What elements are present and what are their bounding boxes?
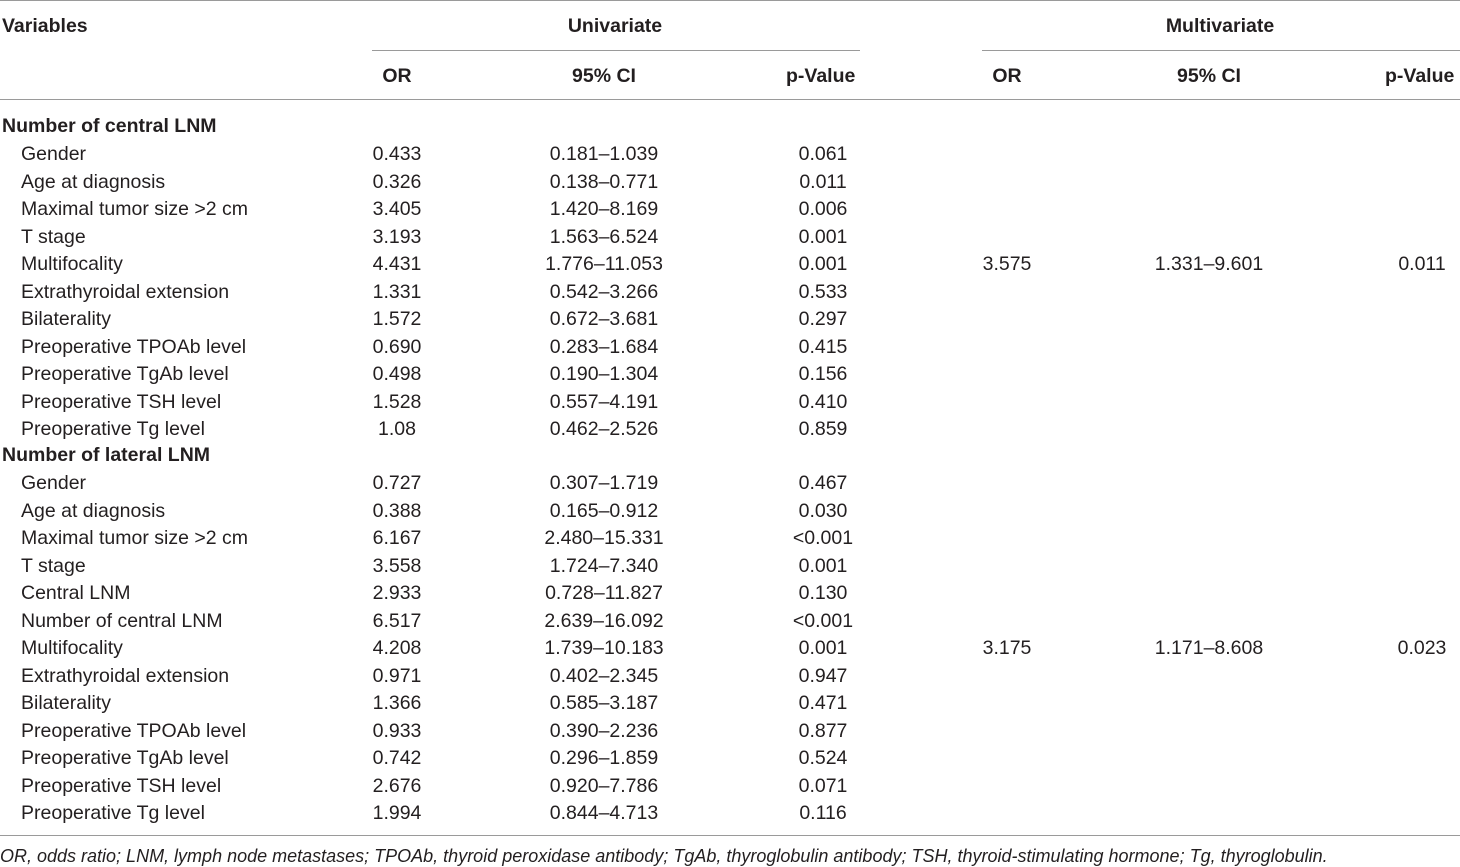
cell-univariate-pvalue: 0.011	[799, 170, 847, 193]
cell-univariate-pvalue: 0.156	[798, 363, 848, 385]
cell-univariate-pvalue: <0.001	[792, 609, 854, 632]
table-row	[0, 388, 1460, 415]
cell-univariate-pvalue: 0.001	[798, 554, 848, 577]
cell-univariate-or: 6.517	[372, 609, 422, 632]
cell-variable: T stage	[21, 225, 86, 248]
cell-univariate-ci: 0.296–1.859	[549, 747, 659, 769]
cell-univariate-ci: 0.728–11.827	[545, 582, 663, 604]
cell-univariate-or: 1.528	[372, 390, 422, 413]
cell-univariate-or: 0.971	[372, 664, 422, 687]
cell-univariate-or: 0.727	[372, 472, 422, 494]
cell-univariate-or: 0.742	[372, 747, 422, 769]
table-row	[0, 168, 1460, 195]
cell-variable: Number of central LNM	[21, 609, 223, 632]
table-top-rule	[0, 0, 1460, 1]
cell-univariate-or: 0.433	[372, 143, 422, 165]
table-row	[0, 744, 1460, 771]
table-row	[0, 250, 1460, 277]
table-row	[0, 772, 1460, 799]
cell-variable: Multifocality	[21, 637, 123, 659]
table-row	[0, 305, 1460, 332]
cell-univariate-or: 1.366	[372, 692, 422, 714]
cell-univariate-pvalue: 0.006	[798, 198, 848, 220]
cell-variable: Preoperative TSH level	[21, 390, 222, 413]
cell-univariate-or: 0.933	[372, 719, 422, 742]
cell-univariate-ci: 0.181–1.039	[549, 143, 659, 165]
header-univariate-or: OR	[382, 65, 412, 87]
cell-univariate-pvalue: 0.859	[798, 418, 848, 440]
cell-variable: Preoperative TSH level	[21, 774, 222, 797]
cell-univariate-pvalue: 0.001	[798, 253, 848, 275]
table-row	[0, 195, 1460, 222]
section-title-central: Number of central LNM	[2, 115, 217, 137]
table-row	[0, 799, 1460, 826]
header-multivariate-or: OR	[992, 65, 1022, 87]
cell-univariate-ci: 0.138–0.771	[549, 170, 659, 193]
cell-variable: Bilaterality	[21, 308, 111, 330]
header-multivariate-ci: 95% CI	[1177, 65, 1241, 87]
cell-variable: Gender	[21, 472, 87, 494]
univariate-group-rule	[372, 50, 860, 51]
cell-univariate-pvalue: 0.001	[798, 225, 848, 248]
table-row	[0, 717, 1460, 744]
header-variables: Variables	[2, 15, 88, 37]
cell-univariate-ci: 0.283–1.684	[549, 335, 659, 358]
cell-variable: Maximal tumor size >2 cm	[21, 527, 249, 549]
cell-univariate-pvalue: 0.001	[798, 637, 848, 659]
table-row	[0, 415, 1460, 442]
cell-multivariate-or: 3.575	[982, 253, 1032, 275]
cell-variable: Preoperative TgAb level	[21, 747, 229, 769]
cell-univariate-pvalue: 0.116	[799, 802, 847, 824]
cell-multivariate-ci: 1.331–9.601	[1154, 253, 1264, 275]
cell-multivariate-pvalue: 0.011	[1398, 253, 1446, 275]
cell-univariate-or: 0.690	[372, 335, 422, 358]
cell-univariate-or: 1.08	[378, 418, 416, 440]
cell-univariate-ci: 0.307–1.719	[549, 472, 659, 494]
cell-multivariate-ci: 1.171–8.608	[1154, 637, 1264, 659]
cell-univariate-or: 2.933	[372, 582, 422, 604]
table-row	[0, 278, 1460, 305]
cell-univariate-pvalue: 0.071	[798, 774, 848, 797]
cell-variable: Preoperative Tg level	[21, 418, 205, 440]
cell-univariate-or: 4.431	[372, 253, 422, 275]
cell-variable: Preoperative TPOAb level	[21, 719, 247, 742]
cell-variable: Multifocality	[21, 253, 123, 275]
table-row	[0, 524, 1460, 551]
cell-variable: Extrathyroidal extension	[21, 280, 230, 303]
cell-univariate-or: 6.167	[372, 527, 422, 549]
cell-univariate-ci: 1.420–8.169	[549, 198, 659, 220]
cell-univariate-or: 4.208	[372, 637, 422, 659]
cell-variable: Preoperative TgAb level	[21, 363, 229, 385]
header-univariate-ci: 95% CI	[572, 65, 636, 87]
table-row	[0, 223, 1460, 250]
table-row	[0, 689, 1460, 716]
cell-univariate-pvalue: 0.297	[798, 308, 848, 330]
cell-variable: Preoperative TPOAb level	[21, 335, 247, 358]
header-multivariate-pvalue: p-Value	[1385, 65, 1455, 87]
cell-univariate-ci: 1.563–6.524	[549, 225, 659, 248]
cell-univariate-or: 3.193	[372, 225, 422, 248]
table-row	[0, 140, 1460, 167]
cell-univariate-or: 0.326	[372, 170, 422, 193]
cell-univariate-or: 1.994	[372, 802, 422, 824]
cell-multivariate-or: 3.175	[982, 637, 1032, 659]
table-bottom-rule	[0, 835, 1460, 836]
cell-univariate-ci: 0.542–3.266	[549, 280, 659, 303]
cell-variable: Extrathyroidal extension	[21, 664, 230, 687]
cell-univariate-ci: 0.920–7.786	[549, 774, 659, 797]
table-row	[0, 333, 1460, 360]
cell-variable: Central LNM	[21, 582, 131, 604]
cell-univariate-ci: 0.462–2.526	[549, 418, 659, 440]
cell-variable: Gender	[21, 143, 87, 165]
table-row	[0, 469, 1460, 496]
cell-univariate-pvalue: 0.467	[798, 472, 848, 494]
cell-univariate-pvalue: 0.030	[798, 499, 848, 522]
cell-univariate-pvalue: 0.410	[798, 390, 848, 413]
cell-univariate-ci: 0.585–3.187	[549, 692, 659, 714]
cell-univariate-or: 3.405	[372, 198, 422, 220]
header-univariate-pvalue: p-Value	[786, 65, 856, 87]
cell-univariate-pvalue: <0.001	[792, 527, 854, 549]
cell-multivariate-pvalue: 0.023	[1397, 637, 1447, 659]
cell-univariate-pvalue: 0.947	[798, 664, 848, 687]
table-row	[0, 607, 1460, 634]
header-bottom-rule	[0, 99, 1460, 100]
cell-univariate-ci: 0.190–1.304	[549, 363, 659, 385]
cell-variable: Age at diagnosis	[21, 499, 166, 522]
cell-univariate-ci: 0.390–2.236	[549, 719, 659, 742]
cell-univariate-pvalue: 0.524	[798, 747, 848, 769]
cell-univariate-ci: 0.672–3.681	[549, 308, 659, 330]
cell-univariate-ci: 1.739–10.183	[544, 637, 664, 659]
cell-univariate-ci: 0.402–2.345	[549, 664, 659, 687]
cell-univariate-ci: 1.724–7.340	[549, 554, 659, 577]
table-row	[0, 579, 1460, 606]
cell-univariate-or: 2.676	[372, 774, 422, 797]
table-footnote: OR, odds ratio; LNM, lymph node metastases; TPOAb, thyroid peroxidase antibody; TgAb, thyroglobulin antibody; TSH, thyroid-stimulating hormone; Tg, thyroglobulin.	[0, 846, 1328, 866]
cell-variable: T stage	[21, 554, 86, 577]
cell-variable: Preoperative Tg level	[21, 802, 205, 824]
cell-variable: Maximal tumor size >2 cm	[21, 198, 249, 220]
cell-univariate-pvalue: 0.533	[798, 280, 848, 303]
table-row	[0, 360, 1460, 387]
cell-univariate-pvalue: 0.130	[798, 582, 848, 604]
multivariate-group-rule	[982, 50, 1460, 51]
header-multivariate: Multivariate	[1165, 15, 1275, 37]
cell-univariate-ci: 0.844–4.713	[549, 802, 659, 824]
cell-univariate-or: 1.331	[372, 280, 422, 303]
table-row	[0, 662, 1460, 689]
cell-univariate-or: 0.498	[372, 363, 422, 385]
section-title-lateral: Number of lateral LNM	[2, 444, 211, 466]
cell-variable: Bilaterality	[21, 692, 111, 714]
cell-univariate-ci: 2.480–15.331	[544, 527, 664, 549]
cell-univariate-ci: 0.165–0.912	[549, 499, 659, 522]
table-row	[0, 634, 1460, 661]
table-row	[0, 497, 1460, 524]
cell-variable: Age at diagnosis	[21, 170, 166, 193]
cell-univariate-ci: 2.639–16.092	[544, 609, 664, 632]
header-univariate: Univariate	[567, 15, 663, 37]
cell-univariate-ci: 0.557–4.191	[549, 390, 659, 413]
table-row	[0, 552, 1460, 579]
cell-univariate-or: 3.558	[372, 554, 422, 577]
cell-univariate-pvalue: 0.061	[798, 143, 848, 165]
cell-univariate-ci: 1.776–11.053	[545, 253, 663, 275]
cell-univariate-or: 0.388	[372, 499, 422, 522]
cell-univariate-pvalue: 0.415	[798, 335, 848, 358]
cell-univariate-or: 1.572	[372, 308, 422, 330]
cell-univariate-pvalue: 0.877	[798, 719, 848, 742]
cell-univariate-pvalue: 0.471	[798, 692, 848, 714]
